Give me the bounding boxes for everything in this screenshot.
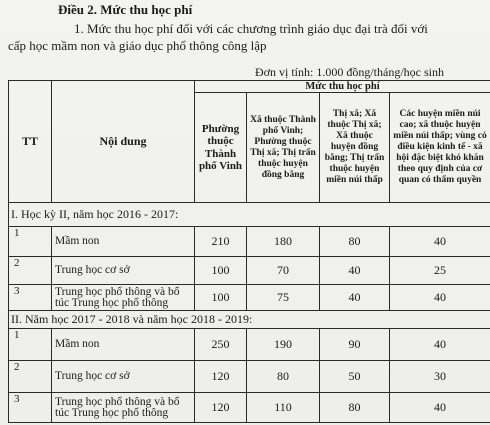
header-tt: TT xyxy=(9,81,52,203)
row-tt: 2 xyxy=(9,257,52,285)
row-name: Mầm non xyxy=(52,227,195,257)
row-value-d: 40 xyxy=(390,227,490,257)
row-tt: 1 xyxy=(9,329,52,361)
row-tt: 3 xyxy=(9,285,52,311)
row-value-c: 80 xyxy=(320,393,390,423)
row-tt: 2 xyxy=(9,361,52,393)
row-tt: 3 xyxy=(9,393,52,423)
header-content: Nội dung xyxy=(52,81,195,203)
row-value-b: 70 xyxy=(247,257,320,285)
table-row xyxy=(9,393,490,423)
row-value-b: 80 xyxy=(247,361,320,393)
unit-note: Đơn vị tính: 1.000 đồng/tháng/học sinh xyxy=(255,65,445,79)
row-tt: 1 xyxy=(9,227,52,257)
table-row xyxy=(9,257,490,285)
row-value-d: 30 xyxy=(390,361,490,393)
row-value-a: 210 xyxy=(195,227,247,257)
row-name: Trung học cơ sở xyxy=(52,361,195,393)
row-value-b: 190 xyxy=(247,329,320,361)
header-fee-group: Mức thu học phí xyxy=(195,81,490,93)
header-col-b: Xã thuộc Thành phố Vinh; Phường thuộc Thị xã; Thị trấn thuộc huyện đồng bằng xyxy=(247,93,320,203)
row-value-c: 50 xyxy=(320,361,390,393)
row-value-c: 90 xyxy=(320,329,390,361)
row-value-a: 250 xyxy=(195,329,247,361)
row-value-a: 120 xyxy=(195,361,247,393)
row-value-c: 80 xyxy=(320,227,390,257)
row-value-a: 120 xyxy=(195,393,247,423)
row-value-d: 40 xyxy=(390,329,490,361)
tuition-table xyxy=(8,80,490,423)
row-value-d: 25 xyxy=(390,257,490,285)
article-heading: Điều 2. Mức thu học phí xyxy=(58,2,193,17)
row-value-b: 75 xyxy=(247,285,320,311)
table-row xyxy=(9,329,490,361)
row-value-c: 40 xyxy=(320,285,390,311)
header-col-d: Các huyện miền núi cao; xã thuộc huyện miền núi thấp; vùng có điều kiện kinh tế - xã hội đặc biệt khó khăn theo quy định của cơ quan có thẩm quyền xyxy=(390,93,490,203)
table-row xyxy=(9,361,490,393)
section-1-title: I. Học kỳ II, năm học 2016 - 2017: xyxy=(9,203,490,227)
row-value-b: 180 xyxy=(247,227,320,257)
row-value-a: 100 xyxy=(195,285,247,311)
row-name: Trung học phổ thông và bổ túc Trung học phổ thông xyxy=(52,285,195,311)
row-value-a: 100 xyxy=(195,257,247,285)
paragraph-line-2: cấp học mầm non và giáo dục phổ thông công lập xyxy=(8,38,267,53)
row-value-c: 40 xyxy=(320,257,390,285)
row-value-d: 40 xyxy=(390,393,490,423)
row-name: Trung học phổ thông và bổ túc Trung học phổ thông xyxy=(52,393,195,423)
row-value-b: 110 xyxy=(247,393,320,423)
header-col-a: Phường thuộc Thành phố Vinh xyxy=(195,93,247,203)
table-row xyxy=(9,227,490,257)
header-col-c: Thị xã; Xã thuộc Thị xã; Xã thuộc huyện đồng bằng; Thị trấn thuộc huyện miền núi thấp xyxy=(320,93,390,203)
row-value-d: 40 xyxy=(390,285,490,311)
table-row xyxy=(9,285,490,311)
section-2-title: II. Năm học 2017 - 2018 và năm học 2018 - 2019: xyxy=(9,311,490,329)
paragraph-line-1: 1. Mức thu học phí đối với các chương trình giáo dục đại trà đối với xyxy=(74,21,428,36)
row-name: Mầm non xyxy=(52,329,195,361)
row-name: Trung học cơ sở xyxy=(52,257,195,285)
